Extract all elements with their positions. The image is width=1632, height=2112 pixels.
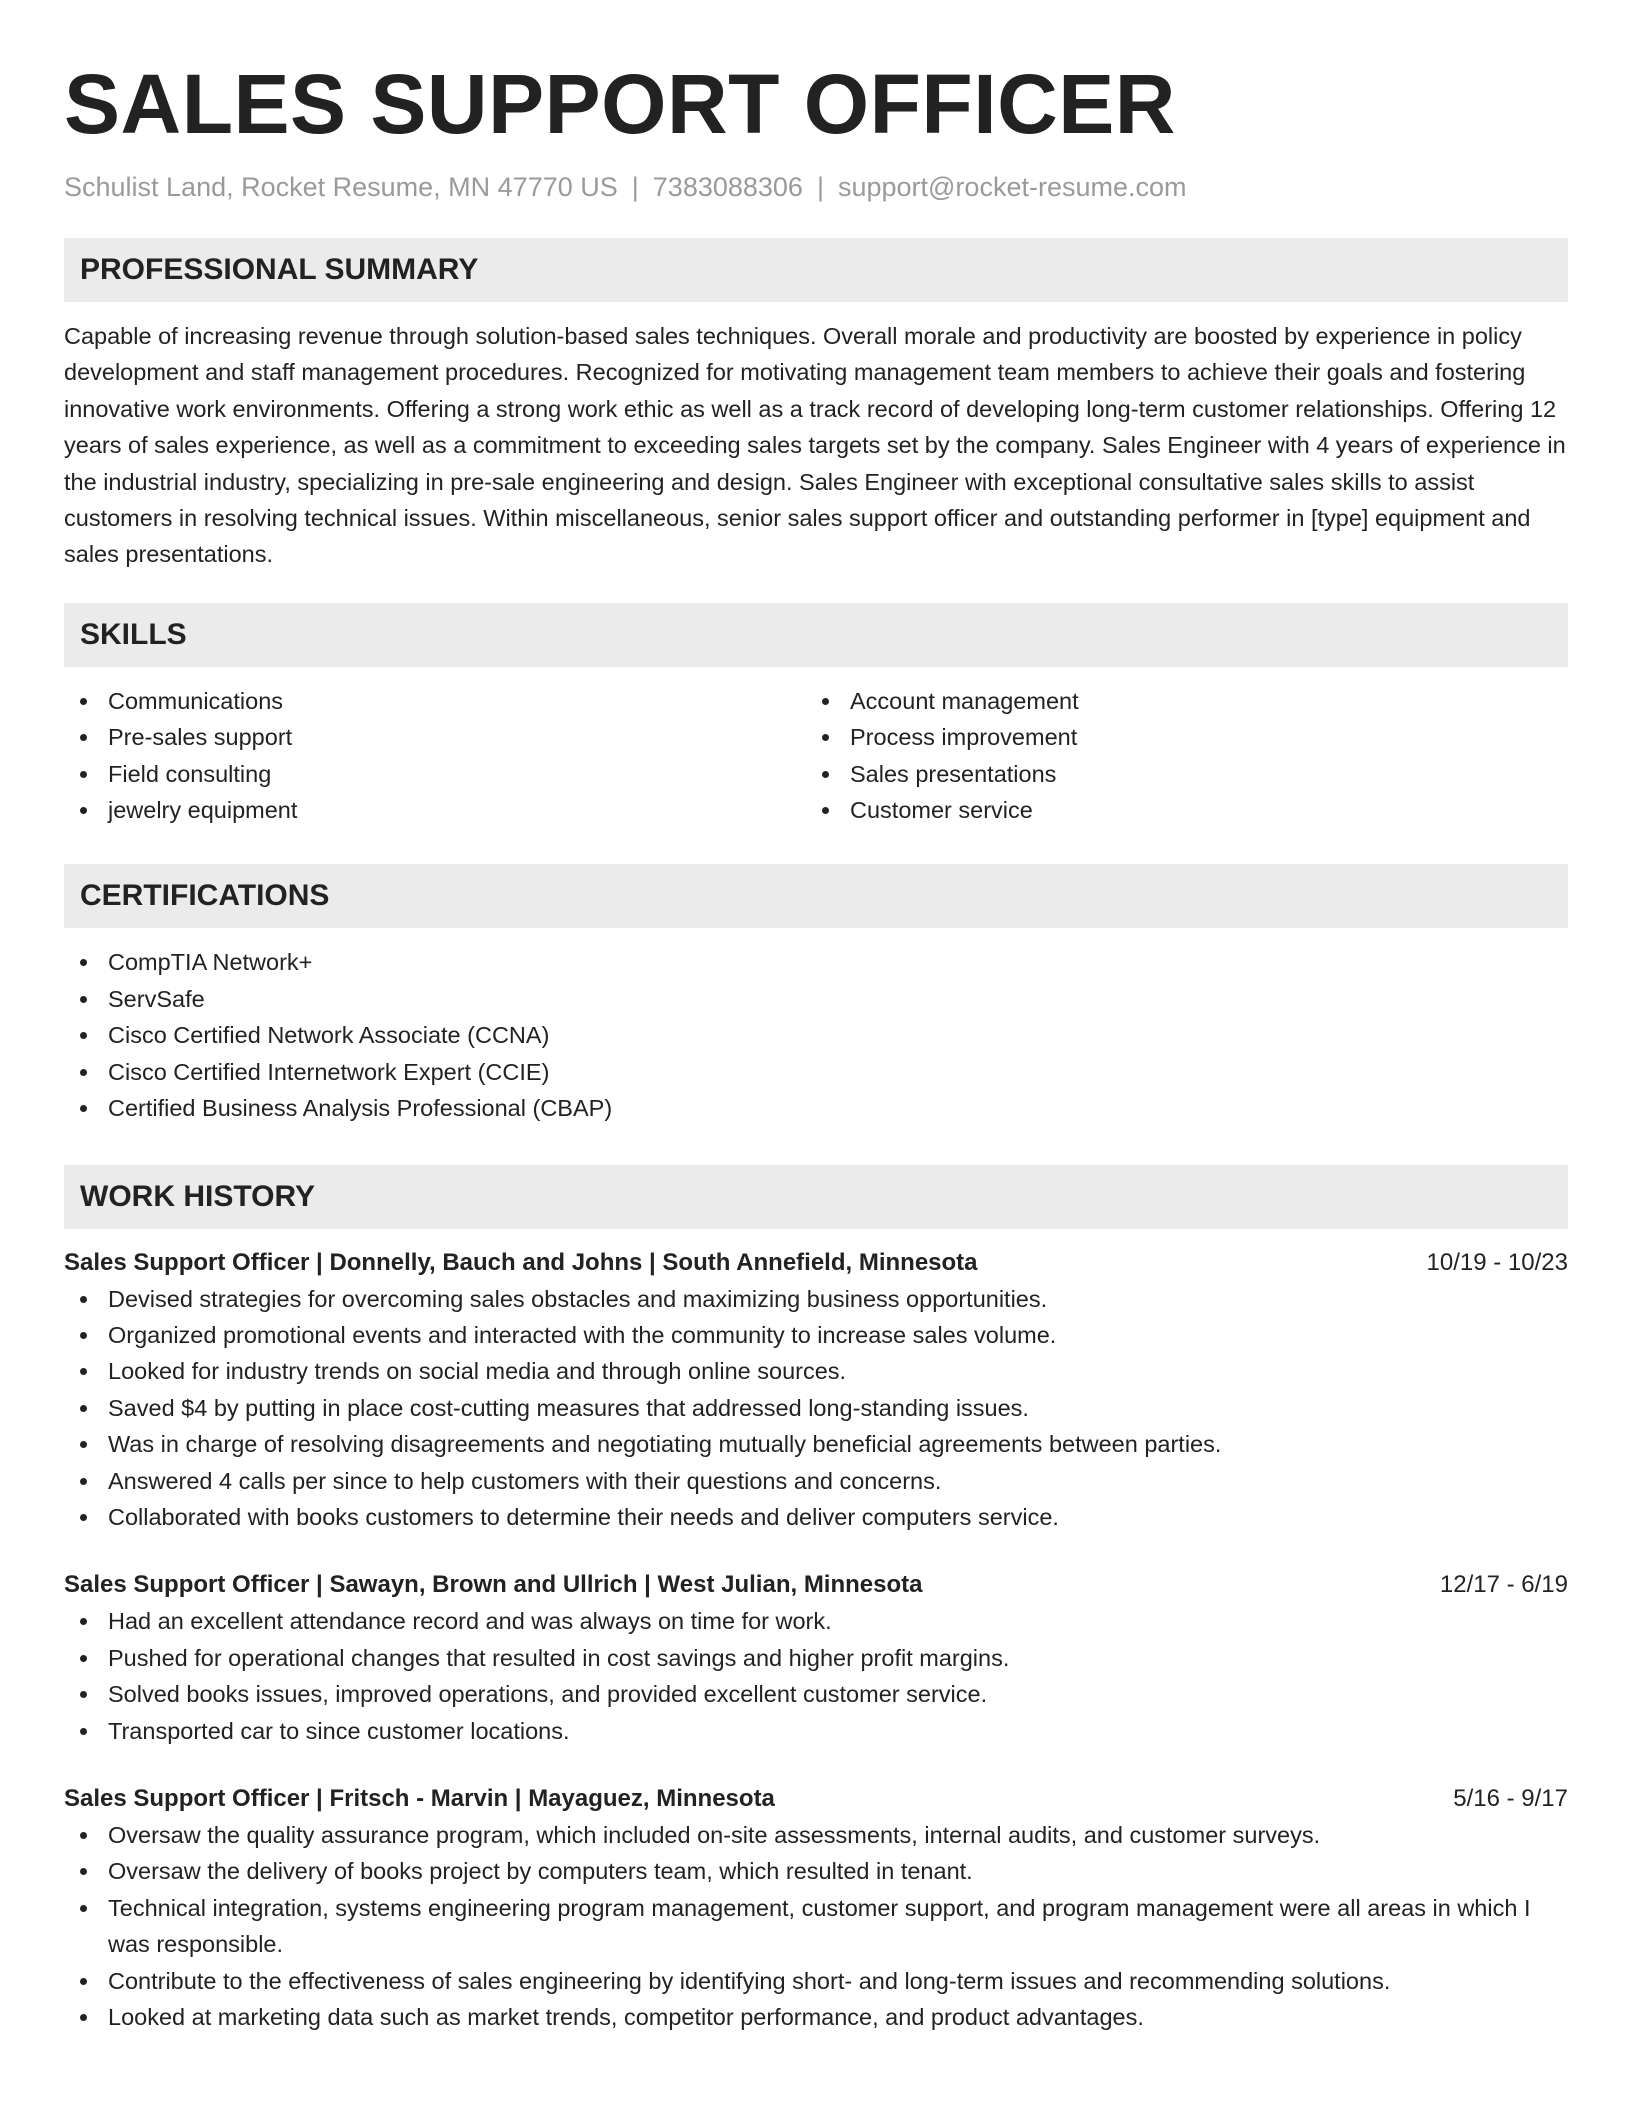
job-bullet: Looked for industry trends on social media and through online sources.	[64, 1353, 1568, 1389]
certification-item: ServSafe	[64, 981, 1568, 1017]
section-heading-skills: SKILLS	[64, 603, 1568, 667]
contact-email[interactable]: support@rocket-resume.com	[837, 172, 1187, 202]
job-bullet: Solved books issues, improved operations, and provided excellent customer service.	[64, 1676, 1568, 1712]
job-bullets	[64, 1603, 1568, 1749]
section-heading-certifications: CERTIFICATIONS	[64, 864, 1568, 928]
skill-item: Customer service	[806, 792, 1548, 828]
certification-item: Cisco Certified Internetwork Expert (CCIE)	[64, 1054, 1568, 1090]
skills-grid	[64, 683, 1568, 829]
contact-phone[interactable]: 7383088306	[652, 172, 803, 202]
skill-item: Pre-sales support	[64, 719, 806, 755]
section-heading-work-history: WORK HISTORY	[64, 1165, 1568, 1229]
job-title: Sales Support Officer | Fritsch - Marvin | Mayaguez, Minnesota	[64, 1784, 775, 1812]
section-heading-summary: PROFESSIONAL SUMMARY	[64, 238, 1568, 302]
job-entry	[64, 1781, 1568, 2035]
job-bullet: Oversaw the delivery of books project by computers team, which resulted in tenant.	[64, 1853, 1568, 1889]
job-header	[64, 1245, 1568, 1281]
job-bullets	[64, 1281, 1568, 1536]
job-bullet: Pushed for operational changes that resulted in cost savings and higher profit margins.	[64, 1640, 1568, 1676]
job-bullet: Collaborated with books customers to determine their needs and deliver computers service.	[64, 1499, 1568, 1535]
contact-separator: |	[631, 172, 639, 202]
job-dates: 12/17 - 6/19	[1439, 1571, 1568, 1599]
certification-item: CompTIA Network+	[64, 944, 1568, 980]
skills-column-left	[64, 683, 806, 829]
skill-item: Sales presentations	[806, 756, 1548, 792]
job-bullet: Transported car to since customer locations.	[64, 1713, 1568, 1749]
job-bullet: Oversaw the quality assurance program, which included on-site assessments, internal audits, and customer surveys.	[64, 1817, 1568, 1853]
job-entry	[64, 1245, 1568, 1536]
job-bullet: Answered 4 calls per since to help customers with their questions and concerns.	[64, 1463, 1568, 1499]
skill-item: Communications	[64, 683, 806, 719]
contact-separator: |	[816, 172, 824, 202]
contact-line	[64, 170, 1568, 204]
job-bullet: Looked at marketing data such as market trends, competitor performance, and product advantages.	[64, 1999, 1568, 2035]
certification-item: Cisco Certified Network Associate (CCNA)	[64, 1017, 1568, 1053]
resume-page	[64, 56, 1568, 2035]
skills-column-right	[806, 683, 1548, 829]
skill-item: Process improvement	[806, 719, 1548, 755]
job-title: Sales Support Officer | Sawayn, Brown and Ullrich | West Julian, Minnesota	[64, 1571, 923, 1599]
job-bullet: Contribute to the effectiveness of sales engineering by identifying short- and long-term issues and recommending solutions.	[64, 1963, 1568, 1999]
job-header	[64, 1567, 1568, 1603]
job-entry	[64, 1567, 1568, 1749]
job-bullet: Was in charge of resolving disagreements and negotiating mutually beneficial agreements between parties.	[64, 1426, 1568, 1462]
summary-text: Capable of increasing revenue through solution-based sales techniques. Overall morale and productivity are boosted by experience in policy development and staff management procedures. Recognized for motivating management team members to achieve their goals and fostering innovative work environments. Offering a strong work ethic as well as a track record of developing long-term customer relationships. Offering 12 years of sales experience, as well as a commitment to exceeding sales targets set by the company. Sales Engineer with 4 years of experience in the industrial industry, specializing in pre-sale engineering and design. Sales Engineer with exceptional consultative sales skills to assist customers in resolving technical issues. Within miscellaneous, senior sales support officer and outstanding performer in [type] equipment and sales presentations.	[64, 323, 1566, 568]
job-bullet: Saved $4 by putting in place cost-cutting measures that addressed long-standing issues.	[64, 1390, 1568, 1426]
skill-item: Account management	[806, 683, 1548, 719]
job-dates: 5/16 - 9/17	[1453, 1784, 1568, 1812]
job-bullet: Had an excellent attendance record and was always on time for work.	[64, 1603, 1568, 1639]
job-bullet: Organized promotional events and interacted with the community to increase sales volume.	[64, 1317, 1568, 1353]
candidate-name: SALES SUPPORT OFFICER	[64, 57, 1176, 151]
job-bullets	[64, 1817, 1568, 2035]
contact-address: Schulist Land, Rocket Resume, MN 47770 US	[64, 172, 618, 202]
job-title: Sales Support Officer | Donnelly, Bauch and Johns | South Annefield, Minnesota	[64, 1248, 978, 1276]
job-dates: 10/19 - 10/23	[1426, 1248, 1568, 1276]
skill-item: jewelry equipment	[64, 792, 806, 828]
job-bullet: Devised strategies for overcoming sales obstacles and maximizing business opportunities.	[64, 1281, 1568, 1317]
certifications-list	[64, 944, 1568, 1126]
skill-item: Field consulting	[64, 756, 806, 792]
certification-item: Certified Business Analysis Professional (CBAP)	[64, 1090, 1568, 1126]
job-bullet: Technical integration, systems engineering program management, customer support, and program management were all areas in which I was responsible.	[64, 1890, 1568, 1963]
job-header	[64, 1781, 1568, 1817]
